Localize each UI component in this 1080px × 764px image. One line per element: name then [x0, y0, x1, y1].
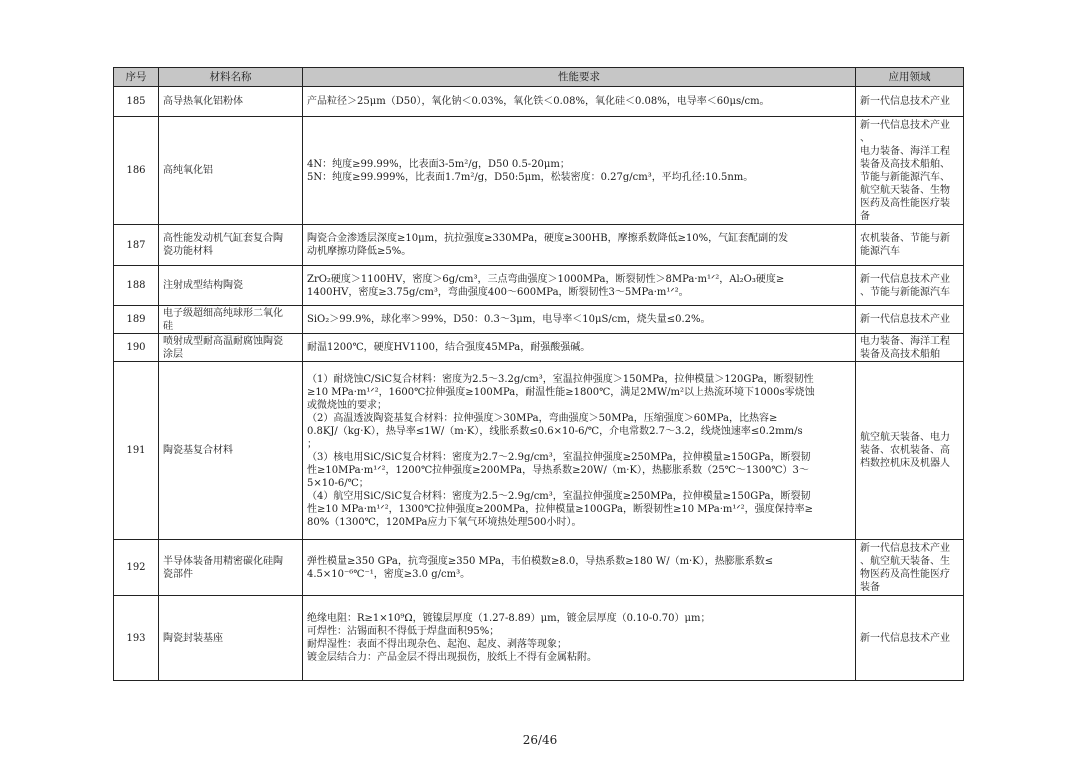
table-header-row	[114, 68, 964, 87]
application-field-line: 电力装备、海洋工程	[860, 145, 950, 157]
application-field-line: 新一代信息技术产业	[860, 119, 950, 131]
application-field-line: 电力装备、海洋工程	[860, 335, 950, 347]
performance-requirements-line: 动机摩擦功降低≥5%。	[307, 246, 412, 257]
performance-requirements-line: 0.8KJ/（kg·K），热导率≤1W/（m·K），线胀系数≤0.6×10-6/℃，介电常数2.7～3.2，线烧蚀速率≤0.2mm/s	[307, 425, 803, 437]
material-name	[159, 362, 303, 540]
material-name-line: 瓷部件	[163, 568, 193, 580]
performance-requirements-line: SiO₂＞99.9%，球化率＞99%，D50：0.3～3μm，电导率＜10μS/cm，烧失量≤0.2%。	[307, 314, 711, 325]
material-name-line: 硅	[163, 320, 173, 332]
application-field-line: 物医药及高性能医疗	[860, 568, 950, 580]
performance-requirements-line: 4N：纯度≥99.99%，比表面3-5m²/g，D50 0.5-20μm；	[307, 158, 570, 170]
performance-requirements	[303, 596, 856, 681]
performance-requirements	[303, 87, 856, 117]
application-field	[856, 362, 964, 540]
performance-requirements-line: 弹性模量≥350 GPa，抗弯强度≥350 MPa，韦伯模数≥8.0，导热系数≥180 W/（m·K），热膨胀系数≤	[307, 555, 774, 567]
table-row	[114, 225, 964, 266]
application-field-line: 新一代信息技术产业	[860, 632, 950, 644]
performance-requirements-line: （3）核电用SiC/SiC复合材料：密度为2.7～2.9g/cm³，室温拉伸强度≥250MPa，拉伸模量≥150GPa，断裂韧	[307, 451, 811, 463]
application-field-line: 航空航天装备、生物	[860, 184, 950, 196]
row-number: 186	[114, 117, 159, 225]
material-name-line: 半导体装备用精密碳化硅陶	[163, 555, 283, 567]
application-field	[856, 306, 964, 334]
performance-requirements	[303, 362, 856, 540]
application-field-line: 医药及高性能医疗装	[860, 197, 950, 209]
performance-requirements-line: 或微烧蚀的要求；	[307, 399, 387, 411]
application-field-line: 装备及高技术船舶、	[860, 158, 950, 170]
performance-requirements-line: 耐焊湿性：表面不得出现杂色、起泡、起皮、剥落等现象；	[307, 639, 567, 650]
material-name	[159, 87, 303, 117]
material-name-line: 涂层	[163, 348, 183, 360]
performance-requirements-line: 1400HV，密度≥3.75g/cm³，弯曲强度400～600MPa，断裂韧性3～5MPa·m¹ᐟ²。	[307, 286, 689, 298]
application-field	[856, 540, 964, 596]
performance-requirements-line: 陶瓷合金渗透层深度≥10μm，抗拉强度≥330MPa，硬度≥300HB，摩擦系数降低≥10%，气缸套配副的发	[307, 233, 789, 244]
application-field-line: 农机装备、节能与新	[860, 233, 950, 244]
performance-requirements-line: 性≥10MPa·m¹ᐟ²，1200℃拉伸强度≥200MPa，导热系数≥20W/（m·K），热膨胀系数（25℃～1300℃）3～	[307, 464, 809, 476]
material-name	[159, 306, 303, 334]
performance-requirements-line: 性≥10 MPa·m¹ᐟ²，1300℃拉伸强度≥200MPa，拉伸模量≥100GPa，断裂韧性≥10 MPa·m¹ᐟ²，强度保持率≥	[307, 503, 814, 515]
application-field-line: 、航空航天装备、生	[860, 555, 950, 567]
material-name	[159, 540, 303, 596]
material-name-line: 高纯氧化铝	[163, 165, 213, 176]
table-body	[114, 87, 964, 681]
performance-requirements	[303, 334, 856, 362]
application-field-line: 、	[860, 132, 870, 144]
row-number: 187	[114, 225, 159, 266]
row-number: 193	[114, 596, 159, 681]
materials-table	[113, 67, 964, 681]
table-row	[114, 362, 964, 540]
application-field-line: 备	[860, 210, 870, 222]
page-number: 26/46	[522, 733, 558, 747]
material-name	[159, 225, 303, 266]
header-performance: 性能要求	[303, 68, 856, 87]
material-name-line: 注射成型结构陶瓷	[163, 280, 243, 291]
material-name-line: 高性能发动机气缸套复合陶	[163, 233, 283, 244]
material-name-line: 电子级超细高纯球形二氧化	[163, 307, 283, 319]
application-field-line: 新一代信息技术产业	[860, 542, 950, 554]
performance-requirements-line: （4）航空用SiC/SiC复合材料：密度为2.5～2.9g/cm³，室温拉伸强度≥250MPa，拉伸模量≥150GPa，断裂韧	[307, 490, 811, 502]
performance-requirements-line: （2）高温透波陶瓷基复合材料：拉伸强度＞30MPa，弯曲强度＞50MPa，压缩强度＞60MPa，比热容≥	[307, 412, 778, 424]
table-row	[114, 596, 964, 681]
performance-requirements-line: 5×10-6/℃；	[307, 477, 369, 489]
application-field-line: 装备、农机装备、高	[860, 445, 950, 456]
application-field	[856, 225, 964, 266]
performance-requirements-line: 镀金层结合力：产品金层不得出现损伤，胶纸上不得有金属粘附。	[307, 652, 597, 663]
performance-requirements-line: ；	[307, 438, 317, 450]
material-name-line: 陶瓷封装基座	[163, 632, 223, 644]
application-field-line: 、节能与新能源汽车	[860, 286, 950, 298]
application-field-line: 装备	[860, 581, 880, 593]
row-number: 191	[114, 362, 159, 540]
application-field-line: 装备及高技术船舶	[860, 348, 940, 360]
material-name-line: 陶瓷基复合材料	[163, 445, 233, 456]
application-field-line: 节能与新能源汽车、	[860, 171, 950, 183]
table-row	[114, 306, 964, 334]
performance-requirements	[303, 225, 856, 266]
table-row	[114, 334, 964, 362]
performance-requirements-line: 耐温1200℃，硬度HV1100，结合强度45MPa，耐强酸强碱。	[307, 342, 591, 353]
performance-requirements-line: 绝缘电阻：R≥1×10⁹Ω，镀镍层厚度（1.27-8.89）μm，镀金层厚度（0.10-0.70）μm；	[307, 613, 711, 624]
row-number: 189	[114, 306, 159, 334]
material-name	[159, 266, 303, 306]
header-application: 应用领域	[856, 68, 964, 87]
row-number: 185	[114, 87, 159, 117]
application-field	[856, 266, 964, 306]
performance-requirements	[303, 266, 856, 306]
performance-requirements-line: ZrO₂硬度＞1100HV，密度＞6g/cm³，三点弯曲强度＞1000MPa，断裂韧性＞8MPa·m¹ᐟ²，Al₂O₃硬度≥	[307, 273, 785, 285]
application-field-line: 能源汽车	[860, 246, 900, 257]
performance-requirements	[303, 117, 856, 225]
header-no: 序号	[114, 68, 159, 87]
application-field-line: 新一代信息技术产业	[860, 273, 950, 285]
table-row	[114, 266, 964, 306]
application-field-line: 航空航天装备、电力	[860, 432, 950, 443]
header-material-name: 材料名称	[159, 68, 303, 87]
performance-requirements-line: 可焊性：沾锡面积不得低于焊盘面积95%；	[307, 626, 500, 637]
material-name	[159, 117, 303, 225]
table-row	[114, 87, 964, 117]
application-field	[856, 334, 964, 362]
application-field-line: 新一代信息技术产业	[860, 96, 950, 107]
material-name	[159, 596, 303, 681]
row-number: 192	[114, 540, 159, 596]
performance-requirements-line: 4.5×10⁻⁶℃⁻¹，密度≥3.0 g/cm³。	[307, 568, 471, 580]
application-field-line: 新一代信息技术产业	[860, 314, 950, 325]
row-number: 190	[114, 334, 159, 362]
row-number: 188	[114, 266, 159, 306]
material-name-line: 高导热氧化铝粉体	[163, 96, 243, 107]
performance-requirements-line: 产品粒径＞25μm（D50），氧化钠＜0.03%，氧化铁＜0.08%，氧化硅＜0.08%，电导率＜60μs/cm。	[307, 96, 770, 107]
material-name-line: 瓷功能材料	[163, 246, 213, 257]
material-name	[159, 334, 303, 362]
performance-requirements-line: （1）耐烧蚀C/SiC复合材料：密度为2.5～3.2g/cm³，室温拉伸强度＞150MPa，拉伸模量＞120GPa，断裂韧性	[307, 373, 814, 385]
application-field	[856, 87, 964, 117]
performance-requirements-line: ≥10 MPa·m¹ᐟ²，1600℃拉伸强度≥100MPa，耐温性能≥1800℃，满足2MW/m²以上热流环境下1000s零烧蚀	[307, 386, 815, 398]
material-name-line: 喷射成型耐高温耐腐蚀陶瓷	[163, 335, 283, 347]
performance-requirements-line: 80%（1300℃，120MPa应力下氧气环境热处理500小时）。	[307, 516, 582, 528]
application-field	[856, 596, 964, 681]
table-row	[114, 117, 964, 225]
performance-requirements	[303, 306, 856, 334]
application-field-line: 档数控机床及机器人	[860, 458, 950, 469]
application-field	[856, 117, 964, 225]
performance-requirements	[303, 540, 856, 596]
table-row	[114, 540, 964, 596]
performance-requirements-line: 5N：纯度≥99.999%，比表面1.7m²/g，D50:5μm，松装密度：0.27g/cm³，平均孔径:10.5nm。	[307, 171, 754, 183]
